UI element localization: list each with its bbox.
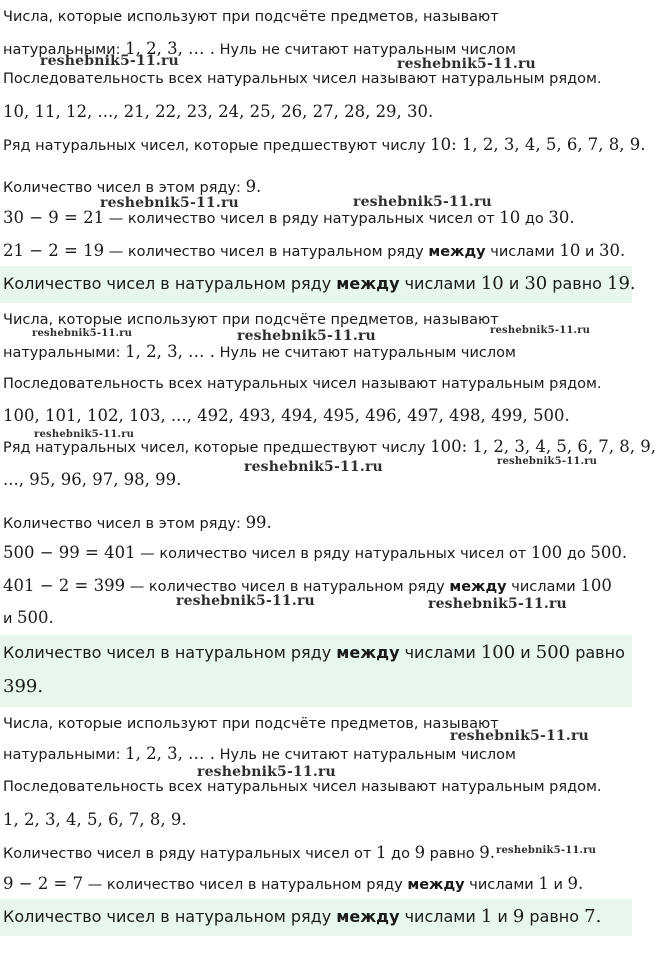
b1-calc2-math: 21 − 2 = 19 — [3, 241, 105, 260]
b1-result-value: 19. — [607, 273, 636, 294]
b3-count-value: 9. — [479, 843, 496, 862]
b2-result — [3, 642, 625, 664]
b1-result-nums: числами — [399, 274, 481, 293]
watermark: reshebnik5-11.ru — [237, 328, 376, 344]
b1-seqdef-text: Последовательность всех натуральных чисел называют натуральным рядом. — [3, 71, 602, 87]
b2-calc1-math: 500 − 99 = 401 — [3, 543, 136, 562]
b2-result-between: между — [336, 643, 400, 662]
b3-result-b: 9 — [512, 906, 525, 927]
b2-intro2-math: 1, 2, 3, … . — [125, 342, 216, 361]
b3-intro2-tail: Нуль не считают натуральным числом — [215, 747, 516, 763]
b2-calc1-a: 100 — [530, 543, 563, 562]
b1-calc2-and: и — [580, 244, 599, 260]
b2-result-cont — [3, 676, 43, 698]
b1-calc1-text: — количество чисел в ряду натуральных чисел от — [104, 211, 500, 227]
b3-calc2 — [3, 873, 583, 896]
b2-result-text: Количество чисел в натуральном ряду — [3, 643, 337, 662]
watermark: reshebnik5-11.ru — [496, 845, 597, 856]
b3-calc2-and: и — [548, 877, 568, 893]
b1-calc1 — [3, 207, 575, 230]
b2-seqdef-text: Последовательность всех натуральных чисел называют натуральным рядом. — [3, 376, 602, 392]
b1-count-text: Количество чисел в этом ряду: — [3, 180, 246, 196]
watermark: reshebnik5-11.ru — [197, 764, 336, 780]
b3-intro-text: Числа, которые используют при подсчёте предметов, называют — [3, 716, 499, 732]
b3-intro-line1 — [3, 713, 499, 735]
b1-count-num: 9. — [245, 177, 262, 196]
b2-calc1-text: — количество чисел в ряду натуральных чисел от — [135, 546, 531, 562]
b2-sequence-text: 100, 101, 102, 103, ..., 492, 493, 494, 495, 496, 497, 498, 499, 500. — [3, 406, 570, 425]
watermark: reshebnik5-11.ru — [100, 195, 239, 211]
b1-intro-text: Числа, которые используют при подсчёте предметов, называют — [3, 9, 499, 25]
b1-sequence-text: 10, 11, 12, ..., 21, 22, 23, 24, 25, 26, 27, 28, 29, 30. — [3, 102, 434, 121]
b1-result-eq: равно — [547, 274, 608, 293]
watermark: reshebnik5-11.ru — [450, 728, 589, 744]
b1-calc2-b: 30. — [599, 241, 626, 260]
b1-intro2-math: 1, 2, 3, … . — [125, 39, 216, 58]
b2-prec-list2: ..., 95, 96, 97, 98, 99. — [3, 470, 182, 489]
b3-sequence — [3, 809, 187, 831]
b3-calc2-text: — количество чисел в натуральном ряду — [83, 877, 408, 893]
b3-count-to: до — [386, 846, 415, 862]
b1-calc2 — [3, 240, 625, 263]
b2-calc2-cont — [3, 607, 54, 630]
watermark: reshebnik5-11.ru — [397, 56, 536, 72]
b3-calc2-a: 1 — [538, 874, 549, 893]
b3-result-text: Количество чисел в натуральном ряду — [3, 907, 337, 926]
b3-result-a: 1 — [480, 906, 493, 927]
b2-intro2-text: натуральными: — [3, 345, 126, 361]
b2-calc2-between: между — [449, 579, 507, 595]
b2-calc2-text: — количество чисел в натуральном ряду — [125, 579, 450, 595]
b2-sequence — [3, 405, 570, 427]
b1-calc2-nums: числами — [485, 244, 560, 260]
b3-intro-line2 — [3, 743, 516, 766]
b1-calc1-a: 10 — [499, 208, 521, 227]
b1-result-b: 30 — [524, 273, 548, 294]
b3-count-eq: равно — [425, 846, 480, 862]
b3-result — [3, 906, 601, 928]
b2-result-box — [0, 635, 632, 707]
watermark: reshebnik5-11.ru — [40, 53, 179, 69]
b2-calc2-and: и — [3, 611, 18, 627]
b2-seqdef — [3, 373, 602, 395]
b2-prec-num: 100 — [430, 437, 462, 456]
b3-calc2-nums: числами — [464, 877, 539, 893]
b2-result-a: 100 — [480, 642, 516, 663]
b2-calc2-math: 401 − 2 = 399 — [3, 576, 126, 595]
b1-calc1-math: 30 − 9 = 21 — [3, 208, 105, 227]
watermark: reshebnik5-11.ru — [490, 325, 591, 336]
b1-result-between: между — [336, 274, 400, 293]
b2-prec-text: Ряд натуральных чисел, которые предшествуют числу — [3, 440, 431, 456]
b2-count-num: 99. — [245, 513, 272, 532]
b3-count-a: 1 — [375, 843, 387, 862]
b2-result-b: 500 — [535, 642, 571, 663]
watermark: reshebnik5-11.ru — [244, 459, 383, 475]
b1-sequence — [3, 101, 433, 123]
b1-result — [3, 273, 636, 295]
b2-intro-line2 — [3, 341, 516, 364]
b1-intro2-tail: Нуль не считают натуральным числом — [215, 42, 516, 58]
b1-intro2-text: натуральными: — [3, 42, 126, 58]
b2-result-eq: равно — [570, 643, 625, 662]
b3-result-between: между — [336, 907, 400, 926]
watermark: reshebnik5-11.ru — [176, 593, 315, 609]
b3-result-value: 7. — [584, 906, 602, 927]
watermark: reshebnik5-11.ru — [428, 596, 567, 612]
b2-intro-text: Числа, которые используют при подсчёте предметов, называют — [3, 312, 499, 328]
b3-sequence-text: 1, 2, 3, 4, 5, 6, 7, 8, 9. — [3, 810, 187, 829]
b2-calc2-a: 100 — [580, 576, 612, 595]
b3-result-box — [0, 899, 632, 936]
b1-result-a: 10 — [480, 273, 504, 294]
b1-calc2-text: — количество чисел в натуральном ряду — [104, 244, 429, 260]
b1-calc2-between: между — [428, 244, 486, 260]
b2-result-nums: числами — [399, 643, 481, 662]
b1-result-text: Количество чисел в натуральном ряду — [3, 274, 337, 293]
b1-prec-text: Ряд натуральных чисел, которые предшествуют числу — [3, 138, 431, 154]
b2-intro2-tail: Нуль не считают натуральным числом — [215, 345, 516, 361]
b1-result-box — [0, 266, 636, 303]
b3-count — [3, 842, 495, 865]
b1-result-and: и — [503, 274, 525, 293]
b3-count-b: 9 — [414, 843, 426, 862]
b3-intro2-text: натуральными: — [3, 747, 126, 763]
b1-preceding — [3, 134, 646, 157]
b3-count-text: Количество чисел в ряду натуральных чисел от — [3, 846, 376, 862]
b1-prec-list: : 1, 2, 3, 4, 5, 6, 7, 8, 9. — [451, 135, 646, 154]
b2-preceding-cont — [3, 469, 181, 491]
b1-calc1-to: до — [520, 211, 549, 227]
b2-calc1 — [3, 542, 627, 565]
b3-result-and: и — [492, 907, 513, 926]
watermark: reshebnik5-11.ru — [32, 328, 133, 339]
b2-calc2-nums: числами — [506, 579, 581, 595]
b3-calc2-math: 9 − 2 = 7 — [3, 874, 84, 893]
b2-result-value: 399. — [3, 676, 44, 697]
b2-count — [3, 512, 272, 535]
b3-intro2-math: 1, 2, 3, … . — [125, 744, 216, 763]
b3-result-nums: числами — [399, 907, 481, 926]
b1-intro-line1 — [3, 6, 499, 28]
b3-result-eq: равно — [524, 907, 585, 926]
b2-calc1-b: 500. — [590, 543, 628, 562]
b2-count-text: Количество чисел в этом ряду: — [3, 516, 246, 532]
b2-calc1-to: до — [562, 546, 591, 562]
b2-result-and: и — [520, 643, 536, 662]
watermark: reshebnik5-11.ru — [353, 194, 492, 210]
b3-calc2-between: между — [407, 877, 465, 893]
b2-prec-list: : 1, 2, 3, 4, 5, 6, 7, 8, 9, — [461, 437, 656, 456]
b2-calc2-b: 500. — [17, 608, 54, 627]
b3-seqdef-text: Последовательность всех натуральных чисел называют натуральным рядом. — [3, 779, 602, 795]
b1-calc1-b: 30. — [548, 208, 575, 227]
b3-calc2-b: 9. — [567, 874, 584, 893]
b1-prec-num: 10 — [430, 135, 452, 154]
watermark: reshebnik5-11.ru — [34, 429, 135, 440]
watermark: reshebnik5-11.ru — [497, 456, 598, 467]
b1-calc2-a: 10 — [559, 241, 581, 260]
